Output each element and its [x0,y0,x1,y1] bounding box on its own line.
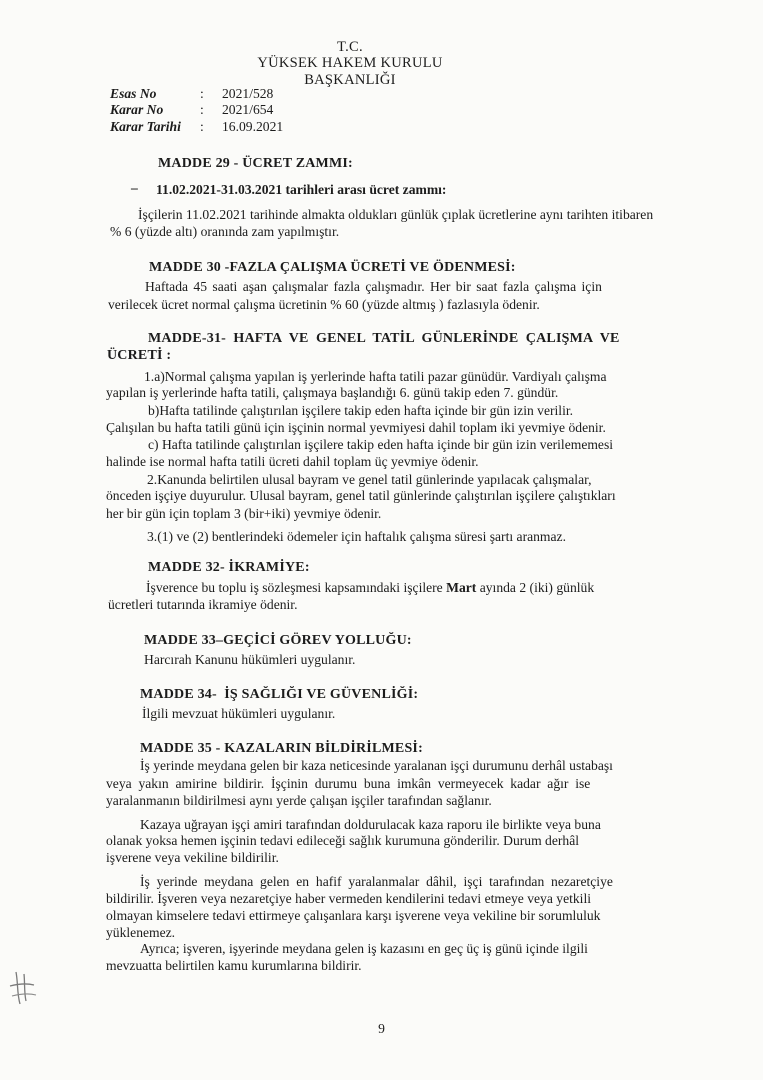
meta-row-tarih [0,119,763,137]
madde-35-text-line: bildirilir. İşveren veya nezaretçiye haber vermeden kendilerini tedavi etmeye veya yetkili [106,891,592,906]
madde-35-text-line: olmayan kimselere tedavi ettirmeye çalışanlara karşı işverene veya vekiline bir sorumluluk [106,908,601,923]
meta-colon: : [200,86,204,101]
dash-marker: – [131,180,138,195]
madde-34-title: MADDE 34- İŞ SAĞLIĞI VE GÜVENLİĞİ: [140,687,419,702]
madde-31-title-cont: ÜCRETİ : [107,348,172,363]
madde-31-text-line: b)Hafta tatilinde çalıştırılan işçilere takip eden hafta içinde bir gün izin verilir. [148,403,574,418]
madde-31-text-line: Çalışılan bu hafta tatili günü için işçinin normal yevmiyesi dahil toplam iki yevmiye ödenir. [106,420,606,435]
meta-value: 2021/654 [222,102,274,117]
madde-32-text-line: ücretleri tutarında ikramiye ödenir. [108,597,298,612]
madde-29-subtitle: 11.02.2021-31.03.2021 tarihleri arası ücret zammı: [156,182,447,197]
madde-31-text-line: c) Hafta tatilinde çalıştırılan işçilere takip eden hafta içinde bir gün izin verilememesi [148,437,614,452]
header-tc: T.C. [337,39,363,55]
madde-29-text-line: % 6 (yüzde altı) oranında zam yapılmıştır. [110,224,340,239]
madde-35-text-line: mevzuatta belirtilen kamu kurumlarına bildirir. [106,958,362,973]
page-number: 9 [378,1021,385,1036]
meta-colon: : [200,119,204,134]
madde-31-text-line: halinde ise normal hafta tatili ücreti dahil toplam üç yevmiye ödenir. [106,454,479,469]
madde-35-text-line: veya yakın amirine bildirir. İşçinin durumu buna imkân vermeyecek kadar ağır ise [106,776,591,791]
meta-colon: : [200,102,204,117]
madde-35-text-line: İş yerinde meydana gelen en hafif yaralanmalar dâhil, işçi tarafından nezaretçiye [140,874,613,889]
meta-label: Karar Tarihi [110,119,181,134]
header-presidency: BAŞKANLIĞI [304,72,396,88]
madde-32-text-part: İşverence bu toplu iş sözleşmesi kapsamındaki işçilere [146,580,447,595]
madde-31-text-line: önceden işçiye duyurulur. Ulusal bayram, genel tatil günlerinde çalıştırılan işçilere çalıştıkları [106,488,616,503]
madde-30-title: MADDE 30 -FAZLA ÇALIŞMA ÜCRETİ VE ÖDENMESİ: [149,260,516,275]
madde-29-title: MADDE 29 - ÜCRET ZAMMI: [158,156,353,171]
meta-row-karar [0,102,763,120]
signature-mark [6,968,40,1008]
madde-31-text-line: 2.Kanunda belirtilen ulusal bayram ve genel tatil günlerinde yapılacak çalışmalar, [147,472,592,487]
madde-30-text-line: verilecek ücret normal çalışma ücretinin % 60 (yüzde altmış ) fazlasıyla ödenir. [108,297,540,312]
madde-31-text-line: 3.(1) ve (2) bentlerindeki ödemeler için haftalık çalışma süresi şartı aranmaz. [147,529,566,544]
madde-31-text-line: 1.a)Normal çalışma yapılan iş yerlerinde hafta tatili pazar günüdür. Vardiyalı çalışma [144,369,607,384]
meta-value: 2021/528 [222,86,274,101]
madde-33-text-line: Harcırah Kanunu hükümleri uygulanır. [144,652,356,667]
madde-32-text-part: ayında 2 (iki) günlük [476,580,595,595]
madde-35-text-line: yaralanmanın bildirilmesi aynı yerde çalışan işçiler tarafından sağlanır. [106,793,492,808]
madde-35-text-line: olanak yoksa hemen işçinin tedavi edileceği sağlık kurumuna gönderilir. Durum derhâl [106,833,580,848]
madde-29-text-line: İşçilerin 11.02.2021 tarihinde almakta oldukları günlük çıplak ücretlerine aynı tarihten itibaren [138,207,654,222]
madde-32-month: Mart [446,580,477,595]
madde-35-text-line: Ayrıca; işveren, işyerinde meydana gelen iş kazasını en geç üç iş günü içinde ilgili [140,941,588,956]
madde-35-text-line: işverene veya vekiline bildirilir. [106,850,279,865]
madde-35-title: MADDE 35 - KAZALARIN BİLDİRİLMESİ: [140,741,423,756]
madde-31-text-line: yapılan iş yerlerinde hafta tatili, çalışmaya başlandığı 6. günü takip eden 7. gündür. [106,385,559,400]
madde-30-text-line: Haftada 45 saati aşan çalışmalar fazla çalışmadır. Her bir saat fazla çalışma için [145,279,602,294]
meta-label: Karar No [110,102,164,117]
madde-34-text-line: İlgili mevzuat hükümleri uygulanır. [142,706,336,721]
madde-32-title: MADDE 32- İKRAMİYE: [148,560,310,575]
madde-35-text-line: Kazaya uğrayan işçi amiri tarafından doldurulacak kaza raporu ile birlikte veya buna [140,817,601,832]
header-institution: YÜKSEK HAKEM KURULU [257,55,443,71]
madde-35-text-line: İş yerinde meydana gelen bir kaza neticesinde yaralanan işçi durumunu derhâl ustabaşı [140,758,613,773]
madde-35-text-line: yüklenemez. [106,925,176,940]
madde-33-title: MADDE 33–GEÇİCİ GÖREV YOLLUĞU: [144,633,412,648]
madde-32-text-line [146,580,594,597]
madde-31-title: MADDE-31- HAFTA VE GENEL TATİL GÜNLERİNDE ÇALIŞMA VE [148,331,620,346]
meta-value: 16.09.2021 [222,119,284,134]
madde-31-text-line: her bir gün için toplam 3 (bir+iki) yevmiye ödenir. [106,506,382,521]
meta-label: Esas No [110,86,157,101]
